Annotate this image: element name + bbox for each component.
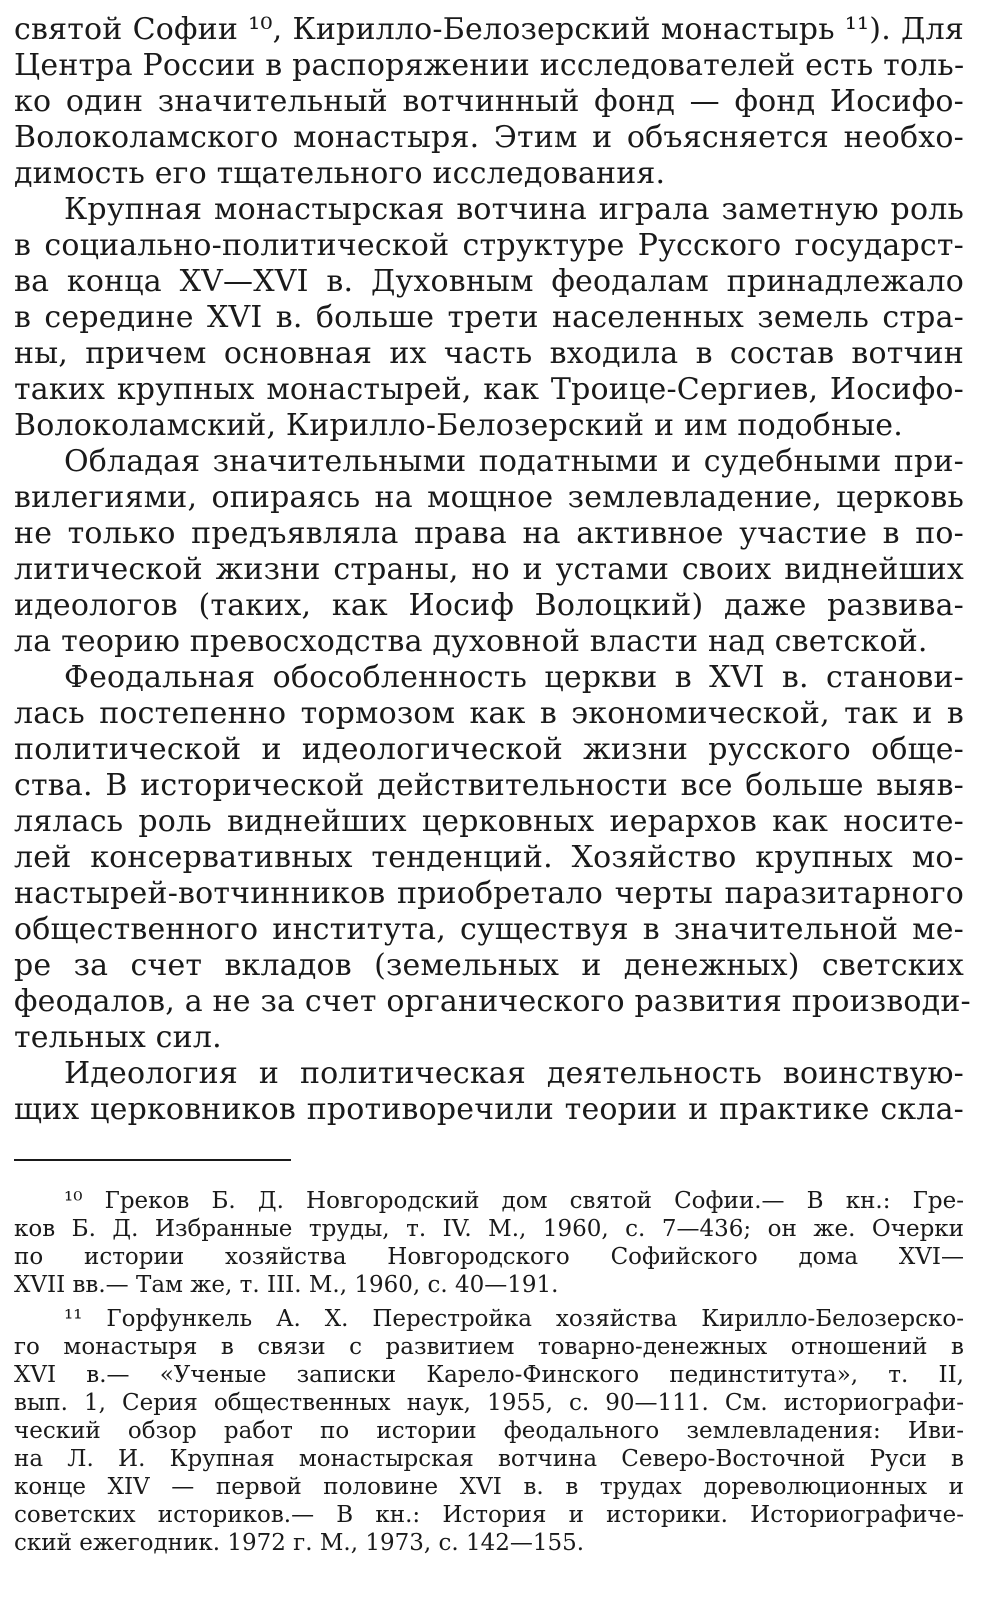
footnote-line: по истории хозяйства Новгородского Софийского дома XVI— bbox=[14, 1244, 964, 1270]
text-line: в социально-политической структуре Русского государст- bbox=[14, 228, 964, 263]
text-line: Волоколамский, Кирилло-Белозерский и им подобные. bbox=[14, 408, 903, 443]
text-line: ла теорию превосходства духовной власти над светской. bbox=[14, 624, 928, 659]
paragraph bbox=[14, 1056, 964, 1128]
text-line: общественного института, существуя в значительной ме- bbox=[14, 912, 964, 947]
text-line: ства. В исторической действительности все больше выяв- bbox=[14, 768, 964, 803]
text-line: ва конца XV—XVI в. Духовным феодалам принадлежало bbox=[14, 264, 964, 299]
text-line: вилегиями, опираясь на мощное землевладение, церковь bbox=[14, 480, 964, 515]
footnote-line: на Л. И. Крупная монастырская вотчина Северо-Восточной Руси в bbox=[14, 1446, 964, 1472]
text-line: идеологов (таких, как Иосиф Волоцкий) даже развива- bbox=[14, 588, 964, 623]
text-line: Волоколамского монастыря. Этим и объясняется необхо- bbox=[14, 120, 964, 155]
text-line: Обладая значительными податными и судебными при- bbox=[64, 444, 964, 479]
text-line: лялась роль виднейших церковных иерархов как носите- bbox=[14, 804, 964, 839]
text-line: ны, причем основная их часть входила в состав вотчин bbox=[14, 336, 964, 371]
text-line: феодалов, а не за счет органического развития производи- bbox=[14, 984, 971, 1019]
text-line: димость его тщательного исследования. bbox=[14, 156, 666, 191]
footnote-line: ¹¹ Горфункель А. Х. Перестройка хозяйства Кирилло-Белозерско- bbox=[64, 1306, 964, 1332]
footnote bbox=[14, 1187, 964, 1299]
paragraph bbox=[14, 660, 971, 1056]
text-line: таких крупных монастырей, как Троице-Сергиев, Иосифо- bbox=[14, 372, 964, 407]
footnote-line: конце XIV — первой половине XVI в. в трудах дореволюционных и bbox=[14, 1474, 964, 1500]
footnote-line: ков Б. Д. Избранные труды, т. IV. М., 1960, с. 7—436; он же. Очерки bbox=[14, 1216, 964, 1242]
text-line: Центра России в распоряжении исследователей есть толь- bbox=[14, 48, 965, 83]
text-line: ре за счет вкладов (земельных и денежных) светских bbox=[14, 948, 964, 983]
footnote-line: ский ежегодник. 1972 г. М., 1973, с. 142—155. bbox=[14, 1530, 585, 1556]
text-line: не только предъявляла права на активное участие в по- bbox=[14, 516, 964, 551]
text-line: лась постепенно тормозом как в экономической, так и в bbox=[14, 696, 964, 731]
footnote-line: ческий обзор работ по истории феодального землевладения: Иви- bbox=[14, 1418, 964, 1444]
text-line: политической и идеологической жизни русского обще- bbox=[14, 732, 964, 767]
footnote bbox=[14, 1305, 964, 1557]
paragraph bbox=[14, 192, 964, 444]
footnote-line: XVI в.— «Ученые записки Карело-Финского пединститута», т. II, bbox=[14, 1362, 964, 1388]
text-line: тельных сил. bbox=[14, 1020, 222, 1055]
text-line: Крупная монастырская вотчина играла заметную роль bbox=[64, 192, 964, 227]
book-page bbox=[14, 12, 971, 1557]
paragraph bbox=[14, 444, 964, 660]
text-line: ко один значительный вотчинный фонд — фонд Иосифо- bbox=[14, 84, 964, 119]
footnote-line: ¹⁰ Греков Б. Д. Новгородский дом святой Софии.— В кн.: Гре- bbox=[64, 1188, 964, 1214]
footnote-line: советских историков.— В кн.: История и историки. Историографиче- bbox=[14, 1502, 964, 1528]
footnote-line: XVII вв.— Там же, т. III. М., 1960, с. 40—191. bbox=[14, 1272, 559, 1298]
text-line: Идеология и политическая деятельность воинствую- bbox=[64, 1056, 964, 1091]
text-line: щих церковников противоречили теории и практике скла- bbox=[14, 1092, 964, 1127]
text-line: Феодальная обособленность церкви в XVI в. станови- bbox=[64, 660, 964, 695]
footnote-separator bbox=[14, 1159, 291, 1161]
text-line: настырей-вотчинников приобретало черты паразитарного bbox=[14, 876, 964, 911]
paragraph bbox=[14, 12, 964, 192]
footnote-line: го монастыря в связи с развитием товарно-денежных отношений в bbox=[14, 1334, 964, 1360]
footnote-line: вып. 1, Серия общественных наук, 1955, с. 90—111. См. историографи- bbox=[14, 1390, 964, 1416]
text-line: литической жизни страны, но и устами своих виднейших bbox=[14, 552, 964, 587]
text-line: святой Софии ¹⁰, Кирилло-Белозерский монастырь ¹¹). Для bbox=[14, 12, 964, 47]
text-line: лей консервативных тенденций. Хозяйство крупных мо- bbox=[14, 840, 964, 875]
body-text bbox=[14, 12, 971, 1128]
text-line: в середине XVI в. больше трети населенных земель стра- bbox=[14, 300, 964, 335]
footnotes bbox=[14, 1187, 964, 1557]
